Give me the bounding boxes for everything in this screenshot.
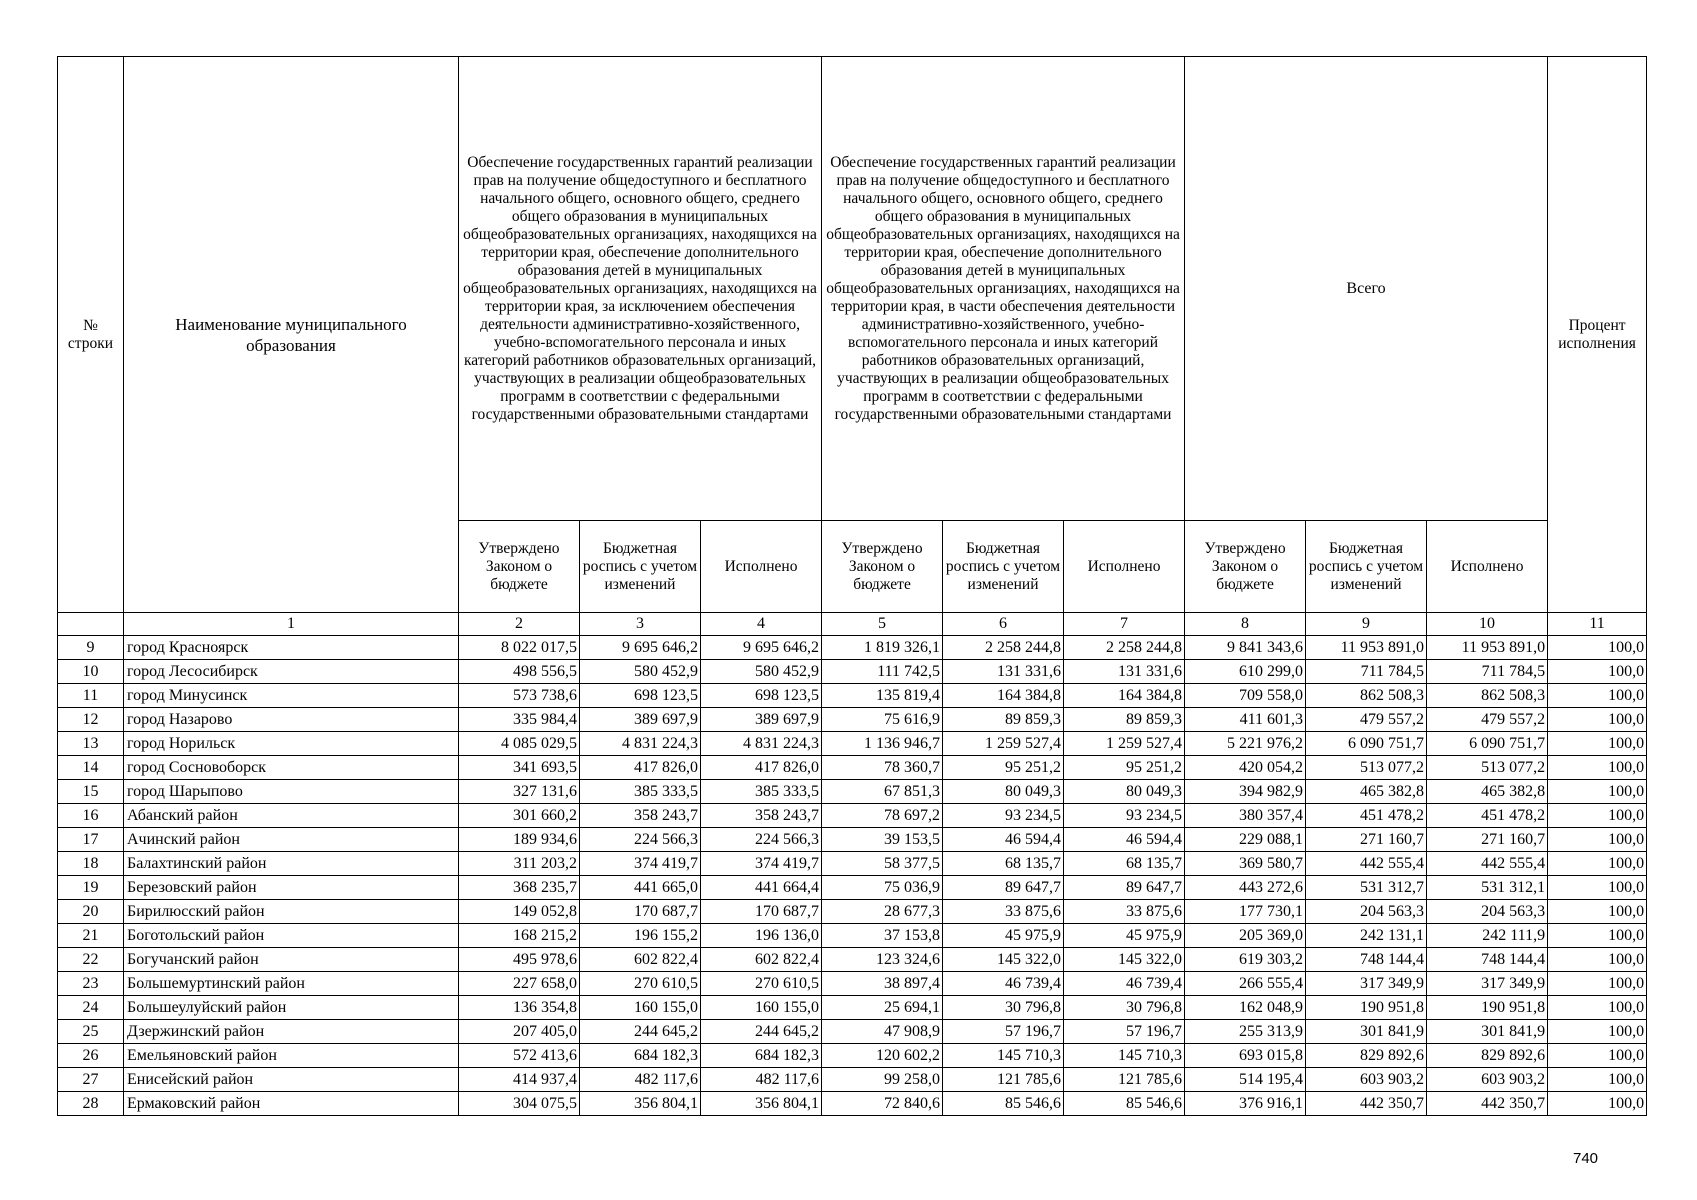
budget-list-cell: 121 785,6 — [943, 1068, 1064, 1092]
budget-list-cell: 68 135,7 — [943, 852, 1064, 876]
table-row — [58, 948, 1647, 972]
total-executed-cell: 271 160,7 — [1427, 828, 1548, 852]
total-budget-list-cell: 513 077,2 — [1306, 756, 1427, 780]
total-budget-list-cell: 829 892,6 — [1306, 1044, 1427, 1068]
approved-cell: 47 908,9 — [822, 1020, 943, 1044]
approved-cell: 58 377,5 — [822, 852, 943, 876]
budget-list-cell: 374 419,7 — [580, 852, 701, 876]
table-row — [58, 756, 1647, 780]
approved-cell: 572 413,6 — [459, 1044, 580, 1068]
header-approved: Утверждено Законом о бюджете — [1185, 521, 1306, 613]
municipality-name-cell: Ермаковский район — [124, 1092, 459, 1116]
municipality-name-cell: Бирилюсский район — [124, 900, 459, 924]
column-number: 4 — [701, 613, 822, 636]
budget-list-cell: 131 331,6 — [943, 660, 1064, 684]
row-number-cell: 11 — [58, 684, 124, 708]
executed-cell: 33 875,6 — [1064, 900, 1185, 924]
executed-cell: 145 710,3 — [1064, 1044, 1185, 1068]
budget-list-cell: 602 822,4 — [580, 948, 701, 972]
percent-cell: 100,0 — [1548, 876, 1647, 900]
approved-cell: 1 136 946,7 — [822, 732, 943, 756]
total-budget-list-cell: 465 382,8 — [1306, 780, 1427, 804]
municipality-name-cell: Ачинский район — [124, 828, 459, 852]
budget-list-cell: 698 123,5 — [580, 684, 701, 708]
table-row — [58, 852, 1647, 876]
percent-cell: 100,0 — [1548, 708, 1647, 732]
column-number: 2 — [459, 613, 580, 636]
municipality-name-cell: город Норильск — [124, 732, 459, 756]
table-row — [58, 708, 1647, 732]
header-budget-list: Бюджетная роспись с учетом изменений — [580, 521, 701, 613]
approved-cell: 123 324,6 — [822, 948, 943, 972]
total-approved-cell: 369 580,7 — [1185, 852, 1306, 876]
approved-cell: 341 693,5 — [459, 756, 580, 780]
approved-cell: 327 131,6 — [459, 780, 580, 804]
header-municipality-name: Наименование муниципального образования — [124, 57, 459, 613]
approved-cell: 136 354,8 — [459, 996, 580, 1020]
column-number-blank — [58, 613, 124, 636]
budget-list-cell: 9 695 646,2 — [580, 636, 701, 660]
budget-list-cell: 224 566,3 — [580, 828, 701, 852]
municipality-name-cell: Балахтинский район — [124, 852, 459, 876]
table-row — [58, 1044, 1647, 1068]
total-executed-cell: 242 111,9 — [1427, 924, 1548, 948]
budget-list-cell: 85 546,6 — [943, 1092, 1064, 1116]
approved-cell: 368 235,7 — [459, 876, 580, 900]
total-budget-list-cell: 711 784,5 — [1306, 660, 1427, 684]
column-number: 1 — [124, 613, 459, 636]
total-approved-cell: 394 982,9 — [1185, 780, 1306, 804]
table-row — [58, 804, 1647, 828]
budget-list-cell: 170 687,7 — [580, 900, 701, 924]
approved-cell: 111 742,5 — [822, 660, 943, 684]
budget-list-cell: 145 322,0 — [943, 948, 1064, 972]
budget-list-cell: 33 875,6 — [943, 900, 1064, 924]
percent-cell: 100,0 — [1548, 684, 1647, 708]
table-row — [58, 900, 1647, 924]
percent-cell: 100,0 — [1548, 900, 1647, 924]
executed-cell: 95 251,2 — [1064, 756, 1185, 780]
total-budget-list-cell: 748 144,4 — [1306, 948, 1427, 972]
municipality-name-cell: Дзержинский район — [124, 1020, 459, 1044]
budget-execution-table — [57, 56, 1647, 1116]
executed-cell: 270 610,5 — [701, 972, 822, 996]
total-budget-list-cell: 301 841,9 — [1306, 1020, 1427, 1044]
approved-cell: 311 203,2 — [459, 852, 580, 876]
percent-cell: 100,0 — [1548, 1044, 1647, 1068]
total-budget-list-cell: 862 508,3 — [1306, 684, 1427, 708]
executed-cell: 89 647,7 — [1064, 876, 1185, 900]
executed-cell: 244 645,2 — [701, 1020, 822, 1044]
header-executed: Исполнено — [1427, 521, 1548, 613]
executed-cell: 602 822,4 — [701, 948, 822, 972]
municipality-name-cell: город Минусинск — [124, 684, 459, 708]
row-number-cell: 10 — [58, 660, 124, 684]
approved-cell: 72 840,6 — [822, 1092, 943, 1116]
total-budget-list-cell: 190 951,8 — [1306, 996, 1427, 1020]
total-executed-cell: 829 892,6 — [1427, 1044, 1548, 1068]
total-approved-cell: 411 601,3 — [1185, 708, 1306, 732]
approved-cell: 207 405,0 — [459, 1020, 580, 1044]
total-executed-cell: 513 077,2 — [1427, 756, 1548, 780]
row-number-cell: 18 — [58, 852, 124, 876]
total-approved-cell: 420 054,2 — [1185, 756, 1306, 780]
total-approved-cell: 376 916,1 — [1185, 1092, 1306, 1116]
executed-cell: 356 804,1 — [701, 1092, 822, 1116]
total-approved-cell: 177 730,1 — [1185, 900, 1306, 924]
executed-cell: 30 796,8 — [1064, 996, 1185, 1020]
percent-cell: 100,0 — [1548, 780, 1647, 804]
total-budget-list-cell: 479 557,2 — [1306, 708, 1427, 732]
budget-list-cell: 57 196,7 — [943, 1020, 1064, 1044]
table-row — [58, 876, 1647, 900]
approved-cell: 189 934,6 — [459, 828, 580, 852]
percent-cell: 100,0 — [1548, 756, 1647, 780]
approved-cell: 335 984,4 — [459, 708, 580, 732]
total-executed-cell: 204 563,3 — [1427, 900, 1548, 924]
header-budget-list: Бюджетная роспись с учетом изменений — [1306, 521, 1427, 613]
budget-list-cell: 46 739,4 — [943, 972, 1064, 996]
approved-cell: 573 738,6 — [459, 684, 580, 708]
executed-cell: 684 182,3 — [701, 1044, 822, 1068]
total-budget-list-cell: 442 555,4 — [1306, 852, 1427, 876]
budget-list-cell: 30 796,8 — [943, 996, 1064, 1020]
approved-cell: 135 819,4 — [822, 684, 943, 708]
total-executed-cell: 531 312,1 — [1427, 876, 1548, 900]
table-row — [58, 972, 1647, 996]
total-executed-cell: 442 555,4 — [1427, 852, 1548, 876]
executed-cell: 698 123,5 — [701, 684, 822, 708]
executed-cell: 164 384,8 — [1064, 684, 1185, 708]
percent-cell: 100,0 — [1548, 996, 1647, 1020]
total-executed-cell: 301 841,9 — [1427, 1020, 1548, 1044]
approved-cell: 37 153,8 — [822, 924, 943, 948]
budget-list-cell: 684 182,3 — [580, 1044, 701, 1068]
total-budget-list-cell: 271 160,7 — [1306, 828, 1427, 852]
executed-cell: 196 136,0 — [701, 924, 822, 948]
total-executed-cell: 190 951,8 — [1427, 996, 1548, 1020]
header-executed: Исполнено — [701, 521, 822, 613]
budget-list-cell: 1 259 527,4 — [943, 732, 1064, 756]
total-budget-list-cell: 204 563,3 — [1306, 900, 1427, 924]
approved-cell: 120 602,2 — [822, 1044, 943, 1068]
table-row — [58, 1020, 1647, 1044]
executed-cell: 93 234,5 — [1064, 804, 1185, 828]
budget-list-cell: 46 594,4 — [943, 828, 1064, 852]
executed-cell: 358 243,7 — [701, 804, 822, 828]
total-executed-cell: 11 953 891,0 — [1427, 636, 1548, 660]
percent-cell: 100,0 — [1548, 660, 1647, 684]
percent-cell: 100,0 — [1548, 804, 1647, 828]
row-number-cell: 17 — [58, 828, 124, 852]
municipality-name-cell: город Красноярск — [124, 636, 459, 660]
budget-list-cell: 164 384,8 — [943, 684, 1064, 708]
total-executed-cell: 6 090 751,7 — [1427, 732, 1548, 756]
executed-cell: 85 546,6 — [1064, 1092, 1185, 1116]
municipality-name-cell: город Шарыпово — [124, 780, 459, 804]
budget-list-cell: 482 117,6 — [580, 1068, 701, 1092]
approved-cell: 495 978,6 — [459, 948, 580, 972]
total-budget-list-cell: 531 312,7 — [1306, 876, 1427, 900]
percent-cell: 100,0 — [1548, 1092, 1647, 1116]
column-number: 9 — [1306, 613, 1427, 636]
executed-cell: 482 117,6 — [701, 1068, 822, 1092]
percent-cell: 100,0 — [1548, 1020, 1647, 1044]
executed-cell: 224 566,3 — [701, 828, 822, 852]
executed-cell: 145 322,0 — [1064, 948, 1185, 972]
header-approved: Утверждено Законом о бюджете — [459, 521, 580, 613]
approved-cell: 1 819 326,1 — [822, 636, 943, 660]
column-number-row — [58, 613, 1647, 636]
total-executed-cell: 603 903,2 — [1427, 1068, 1548, 1092]
executed-cell: 46 739,4 — [1064, 972, 1185, 996]
row-number-cell: 13 — [58, 732, 124, 756]
municipality-name-cell: Емельяновский район — [124, 1044, 459, 1068]
total-budget-list-cell: 442 350,7 — [1306, 1092, 1427, 1116]
budget-list-cell: 356 804,1 — [580, 1092, 701, 1116]
column-number: 7 — [1064, 613, 1185, 636]
approved-cell: 78 360,7 — [822, 756, 943, 780]
municipality-name-cell: Березовский район — [124, 876, 459, 900]
executed-cell: 389 697,9 — [701, 708, 822, 732]
percent-cell: 100,0 — [1548, 972, 1647, 996]
row-number-cell: 12 — [58, 708, 124, 732]
executed-cell: 131 331,6 — [1064, 660, 1185, 684]
header-budget-list: Бюджетная роспись с учетом изменений — [943, 521, 1064, 613]
municipality-name-cell: Большеулуйский район — [124, 996, 459, 1020]
column-number: 8 — [1185, 613, 1306, 636]
municipality-name-cell: город Лесосибирск — [124, 660, 459, 684]
budget-list-cell: 580 452,9 — [580, 660, 701, 684]
header-group-main-staff: Обеспечение государственных гарантий реализации прав на получение общедоступного и бесплатного начального общего, основного общего, среднего общего образования в муниципальных общеобразовательных организациях, находящихся на территории края, обеспечение дополнительного образования детей в муниципальных общеобразовательных организациях, находящихся на территории края, за исключением обеспечения деятельности административно-хозяйственного, учебно-вспомогательного персонала и иных категорий работников образовательных организаций, участвующих в реализации общеобразовательных программ в соответствии с федеральными государственными образовательными стандартами — [459, 57, 822, 521]
total-budget-list-cell: 242 131,1 — [1306, 924, 1427, 948]
total-executed-cell: 442 350,7 — [1427, 1092, 1548, 1116]
budget-list-cell: 89 859,3 — [943, 708, 1064, 732]
executed-cell: 68 135,7 — [1064, 852, 1185, 876]
table-row — [58, 828, 1647, 852]
total-approved-cell: 610 299,0 — [1185, 660, 1306, 684]
total-budget-list-cell: 317 349,9 — [1306, 972, 1427, 996]
total-approved-cell: 619 303,2 — [1185, 948, 1306, 972]
header-executed: Исполнено — [1064, 521, 1185, 613]
table-row — [58, 924, 1647, 948]
budget-list-cell: 2 258 244,8 — [943, 636, 1064, 660]
page-number: 740 — [1573, 1150, 1599, 1167]
row-number-cell: 14 — [58, 756, 124, 780]
row-number-cell: 23 — [58, 972, 124, 996]
row-number-cell: 21 — [58, 924, 124, 948]
total-executed-cell: 862 508,3 — [1427, 684, 1548, 708]
total-budget-list-cell: 6 090 751,7 — [1306, 732, 1427, 756]
header-group-support-staff: Обеспечение государственных гарантий реализации прав на получение общедоступного и бесплатного начального общего, основного общего, среднего общего образования в муниципальных общеобразовательных организациях, находящихся на территории края, обеспечение дополнительного образования детей в муниципальных общеобразовательных организациях, находящихся на территории края, в части обеспечения деятельности административно-хозяйственного, учебно-вспомогательного персонала и иных категорий работников образовательных организаций, участвующих в реализации общеобразовательных программ в соответствии с федеральными государственными образовательными стандартами — [822, 57, 1185, 521]
row-number-cell: 19 — [58, 876, 124, 900]
table-row — [58, 996, 1647, 1020]
executed-cell: 80 049,3 — [1064, 780, 1185, 804]
table-row — [58, 732, 1647, 756]
total-executed-cell: 451 478,2 — [1427, 804, 1548, 828]
total-budget-list-cell: 11 953 891,0 — [1306, 636, 1427, 660]
approved-cell: 498 556,5 — [459, 660, 580, 684]
executed-cell: 580 452,9 — [701, 660, 822, 684]
budget-list-cell: 358 243,7 — [580, 804, 701, 828]
executed-cell: 160 155,0 — [701, 996, 822, 1020]
column-number: 6 — [943, 613, 1064, 636]
row-number-cell: 24 — [58, 996, 124, 1020]
total-approved-cell: 255 313,9 — [1185, 1020, 1306, 1044]
percent-cell: 100,0 — [1548, 1068, 1647, 1092]
budget-list-cell: 270 610,5 — [580, 972, 701, 996]
approved-cell: 304 075,5 — [459, 1092, 580, 1116]
row-number-cell: 27 — [58, 1068, 124, 1092]
executed-cell: 2 258 244,8 — [1064, 636, 1185, 660]
municipality-name-cell: Боготольский район — [124, 924, 459, 948]
row-number-cell: 25 — [58, 1020, 124, 1044]
total-approved-cell: 709 558,0 — [1185, 684, 1306, 708]
executed-cell: 121 785,6 — [1064, 1068, 1185, 1092]
total-executed-cell: 748 144,4 — [1427, 948, 1548, 972]
column-number: 5 — [822, 613, 943, 636]
row-number-cell: 22 — [58, 948, 124, 972]
percent-cell: 100,0 — [1548, 924, 1647, 948]
budget-list-cell: 145 710,3 — [943, 1044, 1064, 1068]
percent-cell: 100,0 — [1548, 828, 1647, 852]
executed-cell: 441 664,4 — [701, 876, 822, 900]
executed-cell: 9 695 646,2 — [701, 636, 822, 660]
approved-cell: 149 052,8 — [459, 900, 580, 924]
percent-cell: 100,0 — [1548, 948, 1647, 972]
row-number-cell: 15 — [58, 780, 124, 804]
table-row — [58, 636, 1647, 660]
executed-cell: 4 831 224,3 — [701, 732, 822, 756]
approved-cell: 39 153,5 — [822, 828, 943, 852]
budget-list-cell: 4 831 224,3 — [580, 732, 701, 756]
municipality-name-cell: город Назарово — [124, 708, 459, 732]
total-approved-cell: 443 272,6 — [1185, 876, 1306, 900]
approved-cell: 8 022 017,5 — [459, 636, 580, 660]
total-approved-cell: 9 841 343,6 — [1185, 636, 1306, 660]
budget-list-cell: 244 645,2 — [580, 1020, 701, 1044]
table-row — [58, 1068, 1647, 1092]
total-approved-cell: 514 195,4 — [1185, 1068, 1306, 1092]
budget-list-cell: 80 049,3 — [943, 780, 1064, 804]
approved-cell: 75 036,9 — [822, 876, 943, 900]
row-number-cell: 9 — [58, 636, 124, 660]
row-number-cell: 28 — [58, 1092, 124, 1116]
budget-list-cell: 93 234,5 — [943, 804, 1064, 828]
approved-cell: 227 658,0 — [459, 972, 580, 996]
municipality-name-cell: Большемуртинский район — [124, 972, 459, 996]
header-percent: Процент исполнения — [1548, 57, 1647, 613]
total-approved-cell: 162 048,9 — [1185, 996, 1306, 1020]
approved-cell: 99 258,0 — [822, 1068, 943, 1092]
header-approved: Утверждено Законом о бюджете — [822, 521, 943, 613]
total-approved-cell: 205 369,0 — [1185, 924, 1306, 948]
row-number-cell: 20 — [58, 900, 124, 924]
percent-cell: 100,0 — [1548, 636, 1647, 660]
budget-list-cell: 45 975,9 — [943, 924, 1064, 948]
executed-cell: 45 975,9 — [1064, 924, 1185, 948]
approved-cell: 414 937,4 — [459, 1068, 580, 1092]
executed-cell: 385 333,5 — [701, 780, 822, 804]
approved-cell: 28 677,3 — [822, 900, 943, 924]
approved-cell: 168 215,2 — [459, 924, 580, 948]
municipality-name-cell: Енисейский район — [124, 1068, 459, 1092]
executed-cell: 46 594,4 — [1064, 828, 1185, 852]
table-row — [58, 660, 1647, 684]
total-executed-cell: 479 557,2 — [1427, 708, 1548, 732]
budget-list-cell: 196 155,2 — [580, 924, 701, 948]
total-approved-cell: 693 015,8 — [1185, 1044, 1306, 1068]
table-body — [58, 636, 1647, 1116]
approved-cell: 25 694,1 — [822, 996, 943, 1020]
total-budget-list-cell: 451 478,2 — [1306, 804, 1427, 828]
approved-cell: 75 616,9 — [822, 708, 943, 732]
total-approved-cell: 380 357,4 — [1185, 804, 1306, 828]
table-header — [58, 57, 1647, 636]
executed-cell: 374 419,7 — [701, 852, 822, 876]
budget-list-cell: 160 155,0 — [580, 996, 701, 1020]
total-budget-list-cell: 603 903,2 — [1306, 1068, 1427, 1092]
column-number: 3 — [580, 613, 701, 636]
approved-cell: 301 660,2 — [459, 804, 580, 828]
total-executed-cell: 317 349,9 — [1427, 972, 1548, 996]
header-group-total: Всего — [1185, 57, 1548, 521]
header-row-number: № строки — [58, 57, 124, 613]
approved-cell: 78 697,2 — [822, 804, 943, 828]
row-number-cell: 16 — [58, 804, 124, 828]
column-number: 10 — [1427, 613, 1548, 636]
total-approved-cell: 5 221 976,2 — [1185, 732, 1306, 756]
budget-list-cell: 389 697,9 — [580, 708, 701, 732]
total-approved-cell: 266 555,4 — [1185, 972, 1306, 996]
approved-cell: 67 851,3 — [822, 780, 943, 804]
percent-cell: 100,0 — [1548, 852, 1647, 876]
table-row — [58, 1092, 1647, 1116]
column-number: 11 — [1548, 613, 1647, 636]
row-number-cell: 26 — [58, 1044, 124, 1068]
total-approved-cell: 229 088,1 — [1185, 828, 1306, 852]
executed-cell: 89 859,3 — [1064, 708, 1185, 732]
municipality-name-cell: Абанский район — [124, 804, 459, 828]
table-row — [58, 684, 1647, 708]
budget-list-cell: 417 826,0 — [580, 756, 701, 780]
municipality-name-cell: Богучанский район — [124, 948, 459, 972]
approved-cell: 38 897,4 — [822, 972, 943, 996]
budget-list-cell: 95 251,2 — [943, 756, 1064, 780]
total-executed-cell: 465 382,8 — [1427, 780, 1548, 804]
municipality-name-cell: город Сосновоборск — [124, 756, 459, 780]
executed-cell: 1 259 527,4 — [1064, 732, 1185, 756]
budget-list-cell: 441 665,0 — [580, 876, 701, 900]
executed-cell: 170 687,7 — [701, 900, 822, 924]
percent-cell: 100,0 — [1548, 732, 1647, 756]
budget-list-cell: 89 647,7 — [943, 876, 1064, 900]
approved-cell: 4 085 029,5 — [459, 732, 580, 756]
budget-list-cell: 385 333,5 — [580, 780, 701, 804]
table-row — [58, 780, 1647, 804]
executed-cell: 57 196,7 — [1064, 1020, 1185, 1044]
total-executed-cell: 711 784,5 — [1427, 660, 1548, 684]
executed-cell: 417 826,0 — [701, 756, 822, 780]
